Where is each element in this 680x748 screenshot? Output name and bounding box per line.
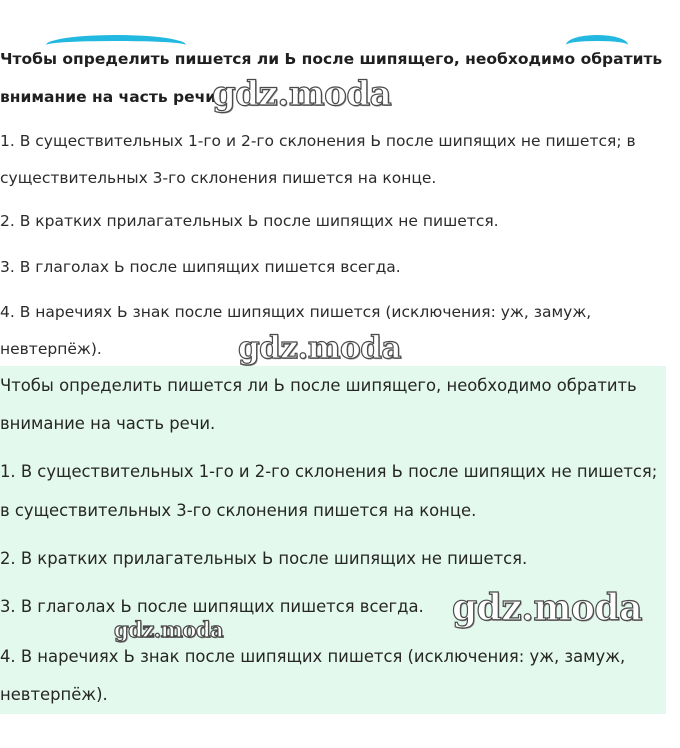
green-rule-1-line-2: в существительных 3-го склонения пишется на конце. [0, 501, 477, 520]
green-rule-2: 2. В кратких прилагательных Ь после шипящих не пишется. [0, 549, 528, 568]
intro-line-2: внимание на часть речи. [0, 88, 223, 106]
green-rule-4-line-1: 4. В наречиях Ь знак после шипящих пишется (исключения: уж, замуж, [0, 647, 626, 666]
watermark-1: gdz.moda [212, 74, 392, 114]
rule-2: 2. В кратких прилагательных Ь после шипящих не пишется. [0, 212, 499, 230]
green-intro-line-1: Чтобы определить пишется ли Ь после шипящего, необходимо обратить [0, 376, 637, 395]
watermark-2: gdz.moda [238, 330, 401, 366]
green-rule-3: 3. В глаголах Ь после шипящих пишется всегда. [0, 597, 424, 616]
rule-1-line-2: существительных 3-го склонения пишется на конце. [0, 169, 437, 187]
green-intro-line-2: внимание на часть речи. [0, 414, 216, 433]
watermark-4: gdz.moda [114, 617, 224, 642]
rule-1-line-1: 1. В существительных 1-го и 2-го склонения Ь после шипящих не пишется; в [0, 132, 636, 150]
green-rule-1-line-1: 1. В существительных 1-го и 2-го склонения Ь после шипящих не пишется; [0, 462, 658, 481]
watermark-3: gdz.moda [452, 587, 642, 629]
rule-4-line-1: 4. В наречиях Ь знак после шипящих пишется (исключения: уж, замуж, [0, 303, 592, 321]
rule-3: 3. В глаголах Ь после шипящих пишется всегда. [0, 258, 401, 276]
intro-line-1: Чтобы определить пишется ли Ь после шипящего, необходимо обратить [0, 50, 663, 68]
answer-block-green [0, 366, 666, 714]
green-rule-4-line-2: невтерпёж). [0, 685, 108, 704]
rule-4-line-2: невтерпёж). [0, 340, 102, 358]
